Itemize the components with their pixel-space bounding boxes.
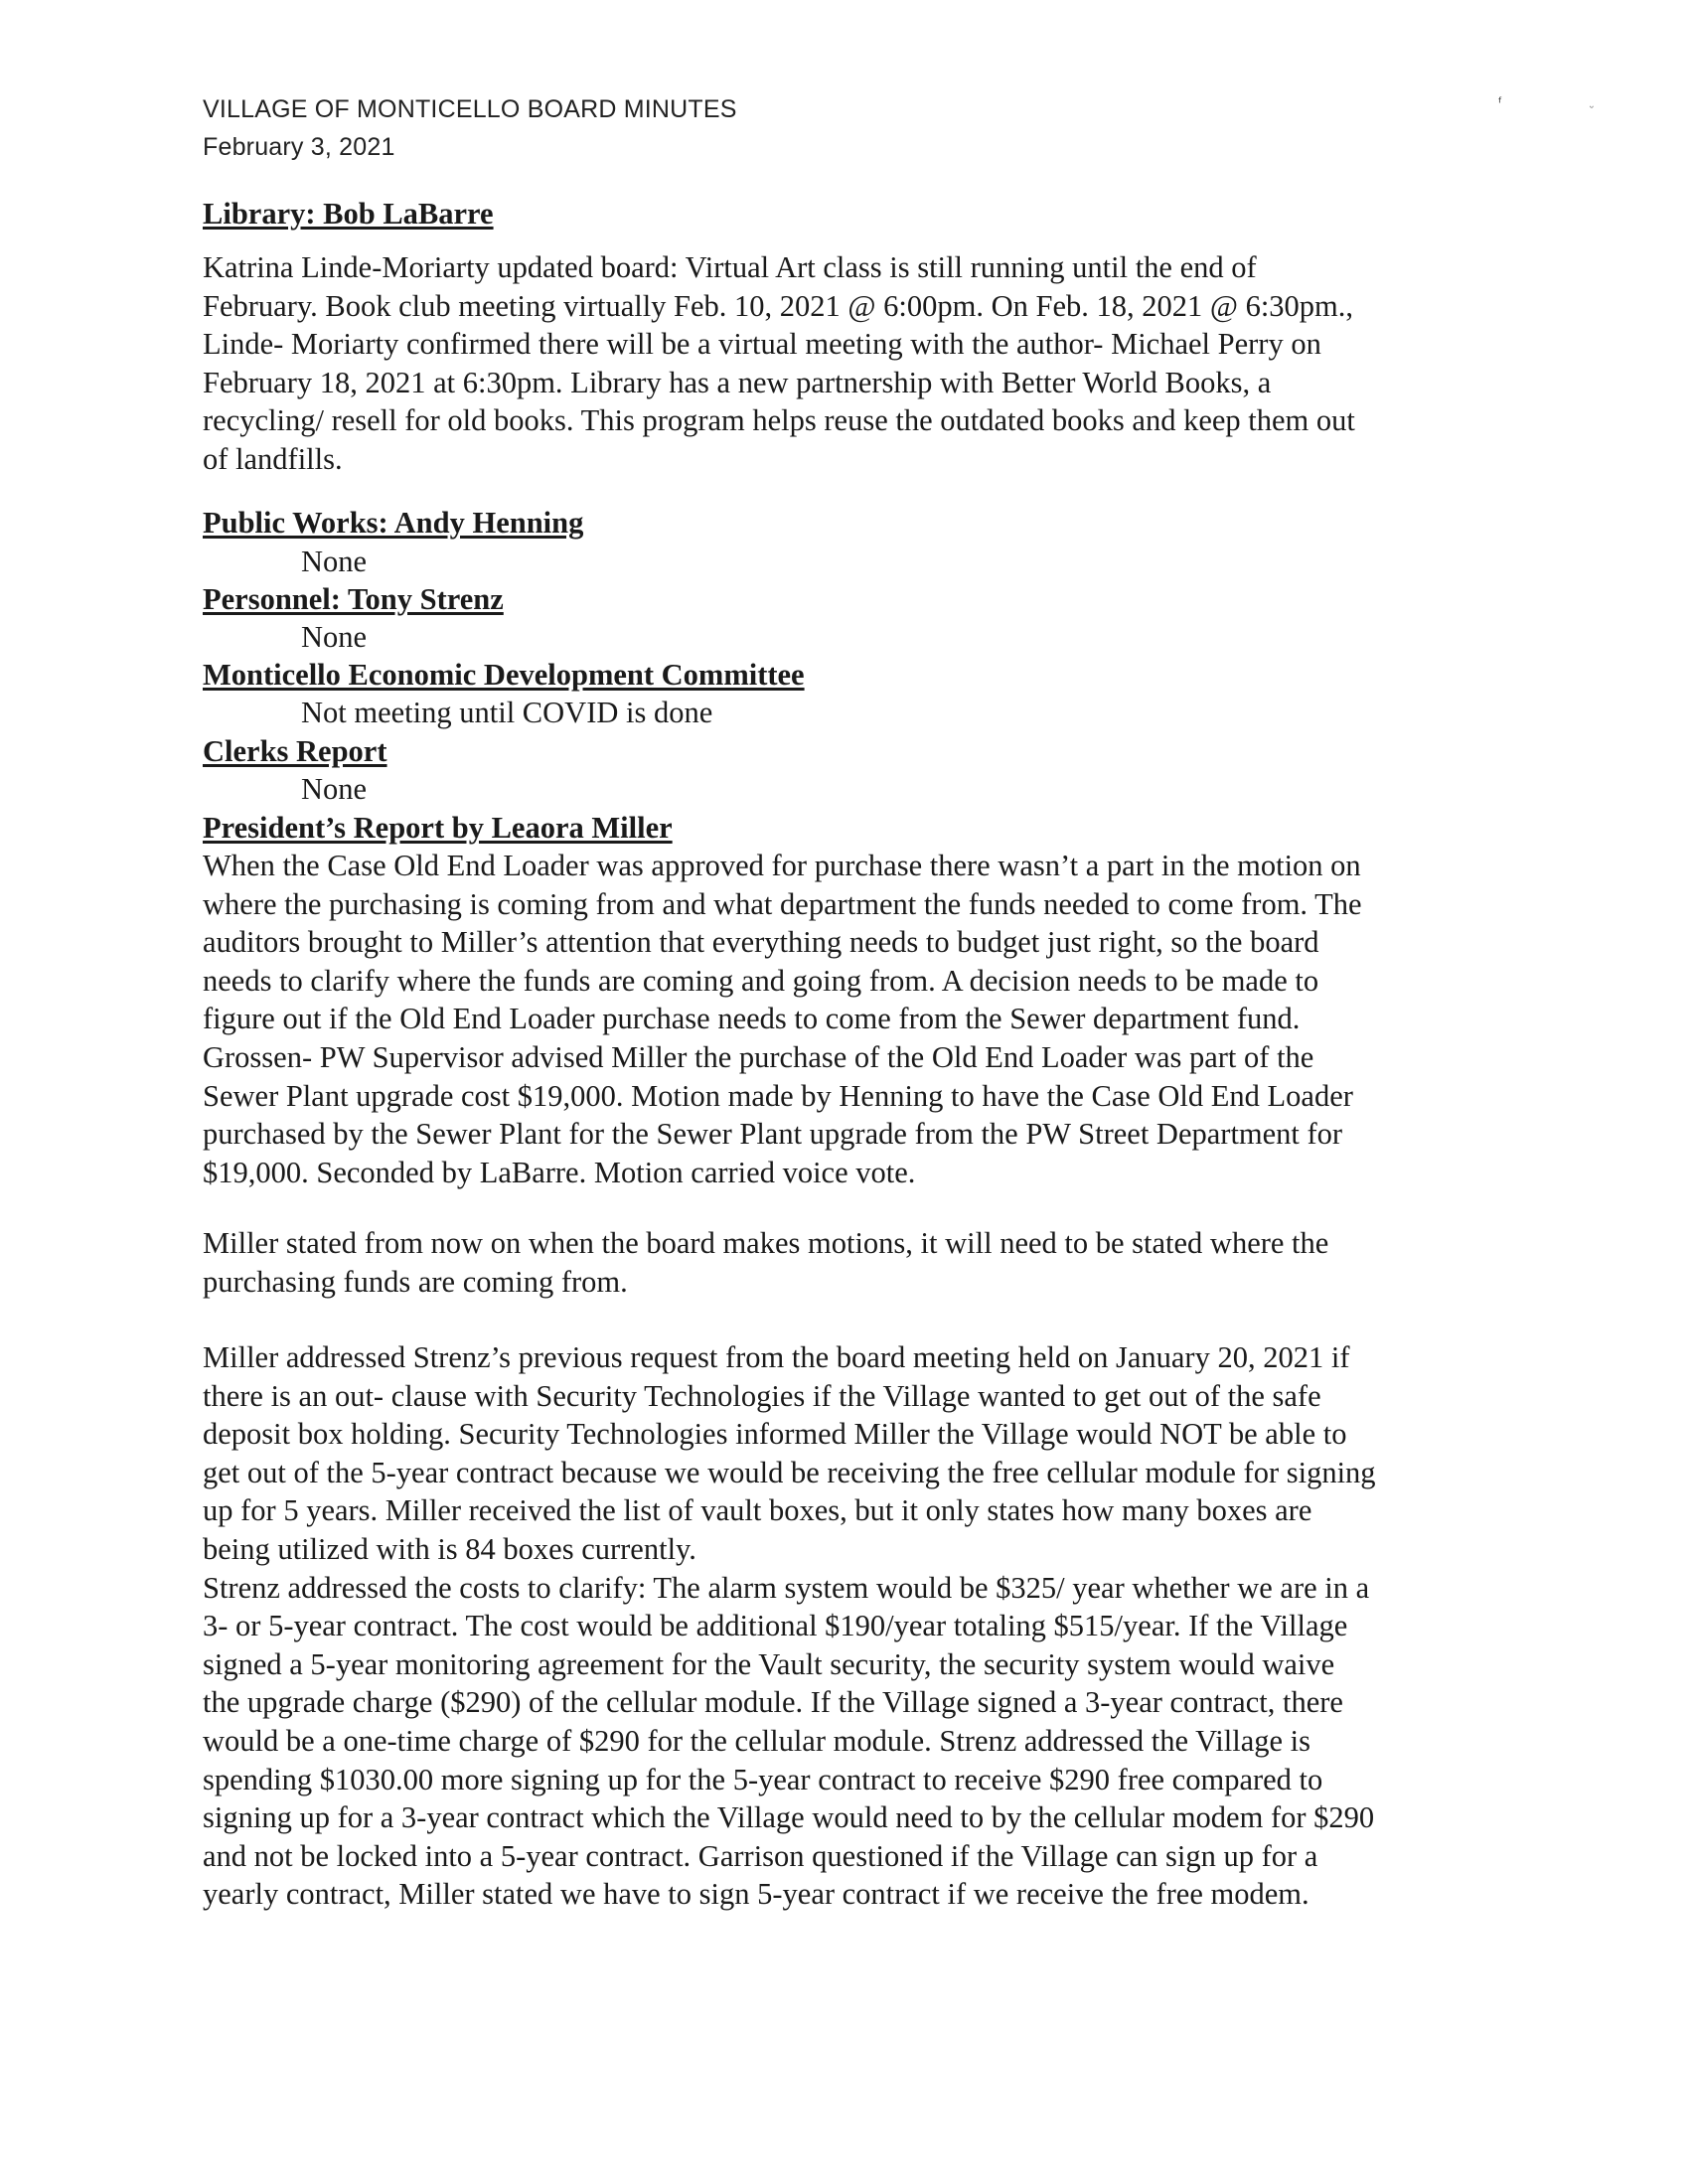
text-line: would be a one-time charge of $290 for the cellular module. Strenz addressed the Village is: [203, 1723, 1311, 1758]
document-date: February 3, 2021: [203, 133, 395, 161]
text-line: auditors brought to Miller’s attention that everything needs to budget just right, so the board: [203, 925, 1319, 960]
text-line: needs to clarify where the funds are coming and going from. A decision needs to be made to: [203, 963, 1319, 998]
text-line: purchased by the Sewer Plant for the Sewer Plant upgrade from the PW Street Department for: [203, 1117, 1343, 1152]
scan-mark-icon: ᵕ: [1590, 103, 1595, 114]
scan-mark-icon: ᶠ: [1498, 95, 1503, 111]
text-line: recycling/ resell for old books. This program helps reuse the outdated books and keep them out: [203, 403, 1355, 438]
text-line: being utilized with is 84 boxes currently.: [203, 1531, 696, 1566]
text-line: 3- or 5-year contract. The cost would be additional $190/year totaling $515/year. If the Village: [203, 1609, 1348, 1643]
personnel-text: None: [301, 620, 368, 654]
text-line: purchasing funds are coming from.: [203, 1264, 628, 1299]
president-paragraph-3: [203, 1338, 1494, 1914]
text-line: signing up for a 3-year contract which the Village would need to by the cellular modem for $290: [203, 1800, 1375, 1835]
public-works-text: None: [301, 545, 368, 578]
text-line: February 18, 2021 at 6:30pm. Library has a new partnership with Better World Books, a: [203, 365, 1272, 399]
text-line: of landfills.: [203, 441, 343, 476]
text-line: Miller stated from now on when the board makes motions, it will need to be stated where the: [203, 1226, 1329, 1260]
section-heading-public-works: Public Works: Andy Henning: [203, 506, 584, 540]
section-heading-clerks: Clerks Report: [203, 734, 387, 768]
econ-dev-text: Not meeting until COVID is done: [301, 696, 713, 729]
text-line: When the Case Old End Loader was approved for purchase there wasn’t a part in the motion on: [203, 849, 1361, 882]
text-line: yearly contract, Miller stated we have to sign 5-year contract if we receive the free modem.: [203, 1877, 1309, 1912]
president-paragraph-1: [203, 847, 1494, 1191]
text-line: February. Book club meeting virtually Feb. 10, 2021 @ 6:00pm. On Feb. 18, 2021 @ 6:30pm.,: [203, 288, 1354, 323]
text-line: signed a 5-year monitoring agreement for the Vault security, the security system would waive: [203, 1646, 1335, 1681]
text-line: Miller addressed Strenz’s previous request from the board meeting held on January 20, 2021 if: [203, 1340, 1350, 1374]
president-paragraph-2: [203, 1224, 1494, 1301]
text-line: spending $1030.00 more signing up for the 5-year contract to receive $290 free compared to: [203, 1762, 1323, 1796]
text-line: up for 5 years. Miller received the list of vault boxes, but it only states how many boxes are: [203, 1493, 1312, 1528]
text-line: where the purchasing is coming from and what department the funds needed to come from. The: [203, 886, 1362, 921]
section-heading-library: Library: Bob LaBarre: [203, 197, 494, 231]
text-line: deposit box holding. Security Technologies informed Miller the Village would NOT be able to: [203, 1417, 1347, 1452]
text-line: Sewer Plant upgrade cost $19,000. Motion made by Henning to have the Case Old End Loader: [203, 1078, 1353, 1113]
section-heading-president: President’s Report by Leaora Miller: [203, 811, 673, 845]
text-line: Strenz addressed the costs to clarify: The alarm system would be $325/ year whether we are in a: [203, 1570, 1370, 1605]
text-line: Linde- Moriarty confirmed there will be a virtual meeting with the author- Michael Perry on: [203, 327, 1321, 362]
text-line: Grossen- PW Supervisor advised Miller the purchase of the Old End Loader was part of the: [203, 1039, 1314, 1074]
clerks-text: None: [301, 772, 368, 806]
section-heading-econ-dev: Monticello Economic Development Committee: [203, 658, 805, 692]
text-line: $19,000. Seconded by LaBarre. Motion carried voice vote.: [203, 1155, 916, 1189]
text-line: Katrina Linde-Moriarty updated board: Virtual Art class is still running until the end of: [203, 250, 1257, 284]
text-line: the upgrade charge ($290) of the cellular module. If the Village signed a 3-year contract, there: [203, 1685, 1343, 1720]
library-paragraph: [203, 248, 1494, 479]
text-line: figure out if the Old End Loader purchase needs to come from the Sewer department fund.: [203, 1002, 1301, 1036]
text-line: get out of the 5-year contract because we would be receiving the free cellular module for signing: [203, 1455, 1376, 1489]
section-heading-personnel: Personnel: Tony Strenz: [203, 582, 504, 616]
text-line: there is an out- clause with Security Technologies if the Village wanted to get out of the safe: [203, 1378, 1321, 1413]
text-line: and not be locked into a 5-year contract. Garrison questioned if the Village can sign up for a: [203, 1838, 1318, 1873]
document-title: VILLAGE OF MONTICELLO BOARD MINUTES: [203, 95, 737, 123]
